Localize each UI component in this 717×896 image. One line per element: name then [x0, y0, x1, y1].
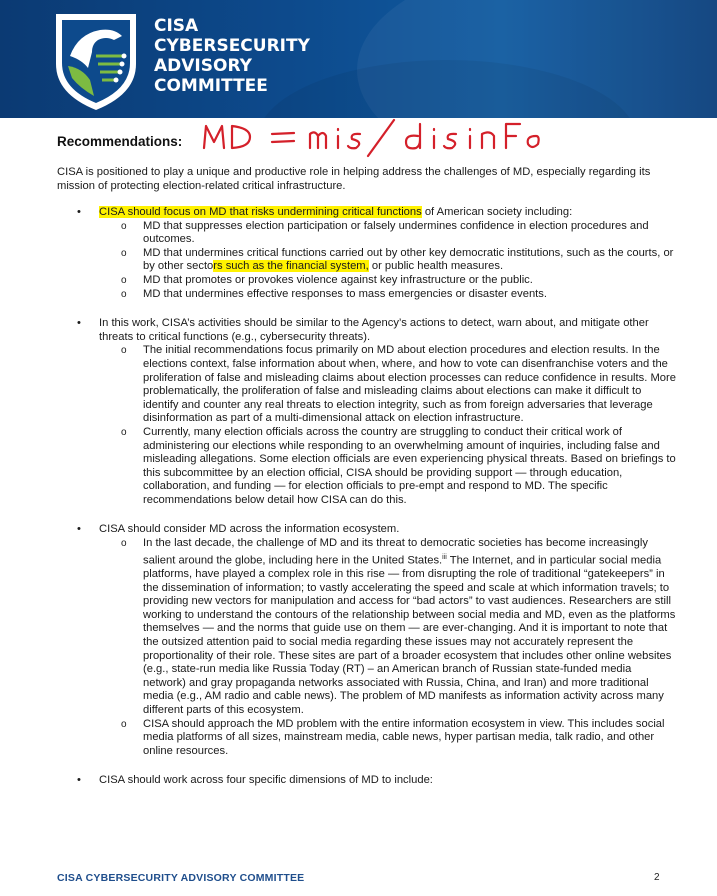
list-item [57, 317, 677, 507]
circle-bullet-icon: o [121, 538, 127, 550]
eagle-shield-logo-icon [48, 6, 144, 114]
highlighted-text: CISA should focus on MD that risks undermining critical functions [99, 206, 422, 218]
list-item [57, 774, 677, 788]
circle-bullet-icon: o [121, 718, 127, 730]
bullet-icon: • [77, 206, 81, 218]
circle-bullet-icon: o [121, 220, 127, 232]
sub-item-text: In the last decade, the challenge of MD and its threat to democratic societies has become increasingly salient around the globe, including here in the United States. [143, 537, 648, 567]
sub-item-text: MD that undermines critical functions carried out by other key democratic institutions, such as the courts, or by other secto [143, 246, 674, 273]
bullet-text: CISA should work across four specific dimensions of MD to include: [99, 774, 433, 787]
sub-item-text: The Internet, and in particular social media platforms, have played a complex role in this rise — from disrupting the role of traditional “gatekeepers” in the dissemination of information; to vastly accelerating the speed and scale at which information travels; to providing new vectors for manipulation and access for “bad actors” to vast audiences. Researchers are still working to understand the contours of the relationship between social media and MD, even as the platforms themselves — and the norms that guide use on them — are ever-changing. And it is important to note that the outsized attention paid to social media regarding these issues may not accurately represent the proportionality of their role. These sites are part of a broader ecosystem that includes other online websites (e.g., state-run media like Russia Today (RT) – an American branch of Russian state-funded media network) and gray propaganda networks associated with Russia, China, and Iran) and more traditional media (e.g., AM radio and cable news). The problem of MD manifests as information activity across many different parts of this ecosystem. [143, 554, 676, 716]
highlighted-text: rs such as the financial system, [213, 260, 369, 273]
list-item [57, 523, 677, 758]
sub-list-item [99, 274, 677, 288]
endnote-marker: iii [442, 553, 447, 561]
bullet-icon: • [77, 774, 81, 787]
circle-bullet-icon: o [121, 247, 127, 259]
footer-title: CISA CYBERSECURITY ADVISORY COMMITTEE [57, 872, 305, 884]
bullet-icon: • [77, 523, 81, 536]
sub-list-item [99, 344, 677, 426]
handwritten-annotation [198, 118, 558, 160]
sub-item-text: MD that promotes or provokes violence against key infrastructure or the public. [143, 273, 533, 286]
recommendations-list [57, 206, 677, 788]
sub-list-item [99, 426, 677, 508]
section-heading: Recommendations: [57, 134, 183, 149]
sub-item-text: CISA should approach the MD problem with the entire information ecosystem in view. This includes social media platforms of all sizes, mainstream media, cable news, hyper partisan media, talk radio, and other online resources. [143, 717, 665, 757]
circle-bullet-icon: o [121, 274, 127, 286]
org-name-line: ADVISORY [154, 56, 252, 76]
sub-list-item [99, 220, 677, 247]
org-name-line: COMMITTEE [154, 76, 268, 96]
org-name [154, 16, 310, 96]
list-item [57, 206, 677, 301]
org-name-line: CYBERSECURITY [154, 36, 310, 56]
circle-bullet-icon: o [121, 426, 127, 438]
sub-list-item [99, 537, 677, 717]
sub-list-item [99, 288, 677, 302]
circle-bullet-icon: o [121, 288, 127, 300]
sub-item-text: MD that undermines effective responses to mass emergencies or disaster events. [143, 287, 547, 300]
bullet-text: In this work, CISA’s activities should be similar to the Agency’s actions to detect, warn about, and mitigate other threats to critical functions (e.g., cybersecurity threats). [99, 317, 649, 343]
page-number: 2 [654, 872, 660, 883]
sub-list-item [99, 718, 677, 759]
bullet-icon: • [77, 317, 81, 330]
sub-item-text: or public health measures. [368, 260, 504, 273]
bullet-text: CISA should consider MD across the information ecosystem. [99, 523, 400, 536]
sub-list-item [99, 247, 677, 274]
header-banner [0, 0, 717, 118]
sub-item-text: Currently, many election officials across the country are struggling to conduct their critical work of administering our elections while responding to an overwhelming amount of inquiries, including false and misleading allegations. Some election officials are even experiencing physical threats. Based on briefings to this subcommittee by an election official, CISA should be providing support — through education, collaboration, and funding — for election officials to pre-empt and respond to MD. The specific recommendations below detail how CISA can do this. [143, 425, 676, 506]
intro-paragraph: CISA is positioned to play a unique and productive role in helping address the challenges of MD, especially regarding its mission of protecting election-related critical infrastructure. [57, 166, 651, 192]
circle-bullet-icon: o [121, 345, 127, 357]
org-name-line: CISA [154, 16, 199, 36]
sub-item-text: MD that suppresses election participation or falsely undermines confidence in election procedures and outcomes. [143, 219, 649, 246]
sub-item-text: The initial recommendations focus primarily on MD about election procedures and election results. In the elections context, false information about when, where, and how to vote can disenfranchise voters and the proliferation of false and misleading claims about election processes can reduce confidence in results. More problematically, the proliferation of false and misleading claims about elections can make it difficult to identify and counter any real threats to election integrity, such as from foreign adversaries that leverage disinformation as part of a multi-dimensional attack on election infrastructure. [143, 344, 676, 425]
bullet-text: of American society including: [421, 206, 573, 218]
